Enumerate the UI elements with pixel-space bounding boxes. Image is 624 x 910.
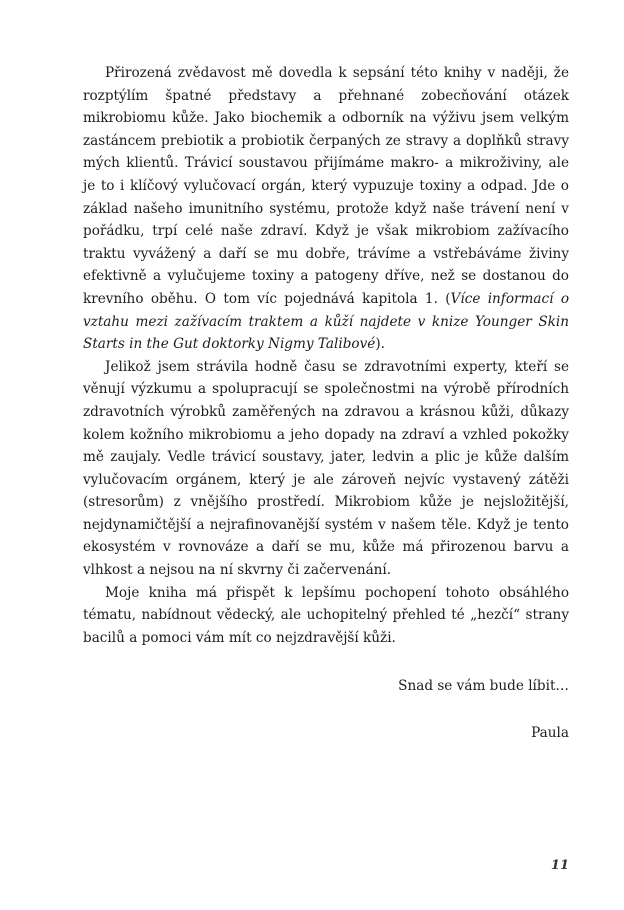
closing-wish: Snad se vám bude líbit… [398,678,569,695]
paragraph-intro-text: Přirozená zvědavost mě dovedla k sepsání této knihy v naději, že rozptýlím špatné představy a přehnané zobecňování otázek mikrobiomu kůže. Jako biochemik a odborník na výživu jsem velkým zastáncem prebiotik a probiotik čerpaných ze stravy a doplňků stravy mých klientů. Trávicí soustavou přijímáme makro- a mikroživiny, ale je to i klíčový vylučovací orgán, který vypuzuje toxiny a odpad. Jde o základ našeho imunitního systému, protože když naše trávení není v pořádku, trpí celé naše zdraví. Když je však mikrobiom zažívacího traktu vyvážený a daří se mu dobře, trávíme a vstřebáváme živiny efektivně a vylučujeme toxiny a patogeny dříve, než se dostanou do krevního oběhu. O tom víc pojednává kapitola 1. ( [83,65,569,307]
author-signature: Paula [531,725,569,742]
page-number: 11 [550,858,569,873]
paragraph-intro-reference: Více informací o vztahu mezi zažívacím traktem a kůží najdete v knize Younger Skin Starts in the Gut doktorky Nigmy Talibové [83,290,569,353]
paragraph-experts: Jelikož jsem strávila hodně času se zdravotními experty, kteří se věnují výzkumu a spolupracují se společnostmi na výrobě přírodních zdravotních výrobků zaměřených na zdravou a krásnou kůži, důkazy kolem kožního mikrobiomu a jeho dopady na zdraví a vzhled pokožky mě zaujaly. Vedle trávicí soustavy, jater, ledvin a plic je kůže dalším vylučovacím orgánem, který je ale zároveň nejvíc vystavený zátěži (stresorům) z vnějšího prostředí. Mikrobiom kůže je nejsložitější, nejdynamičtější a nejrafinovanější systém v našem těle. Když je tento ekosystém v rovnováze a daří se mu, kůže má přirozenou barvu a vlhkost a nejsou na ní skvrny či začervenání. [83,358,569,579]
paragraph-intro [83,62,569,356]
paragraph-purpose: Moje kniha má přispět k lepšímu pochopení tohoto obsáhlého tématu, nabídnout vědecký, ale uchopitelný přehled té „hezčí“ strany bacilů a pomoci vám mít co nejzdravější kůži. [83,584,569,646]
page-body [83,62,569,745]
paragraph-intro-end: ). [375,336,385,353]
